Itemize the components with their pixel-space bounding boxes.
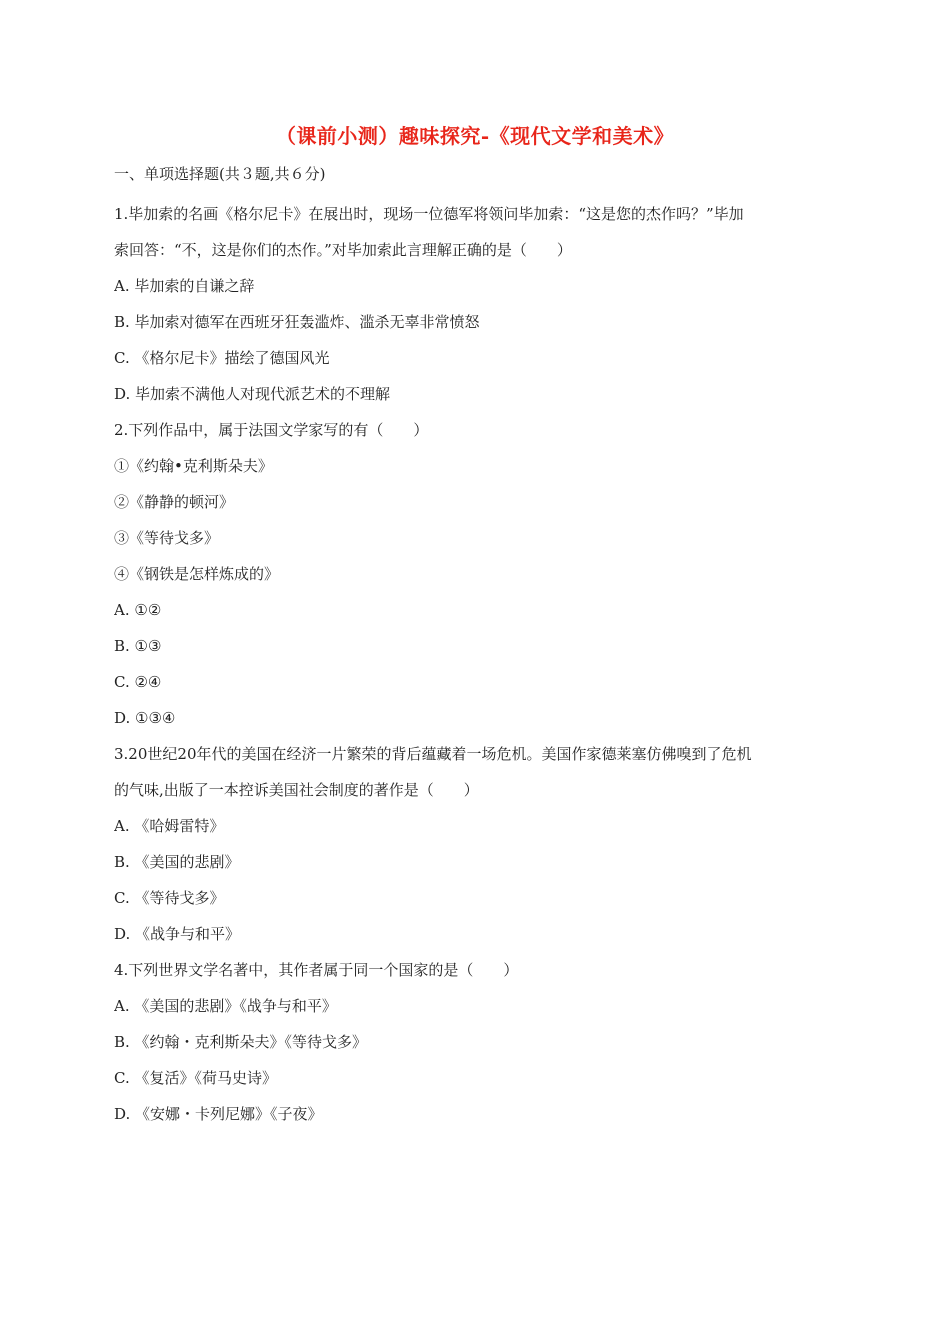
question-2-item-4: ④《钢铁是怎样炼成的》	[114, 565, 280, 583]
question-2-option-b: B. ①③	[114, 637, 162, 655]
question-1-stem-line-2: 索回答：“不，这是你们的杰作。”对毕加索此言理解正确的是（ ）	[114, 241, 572, 259]
question-2-stem: 2.下列作品中，属于法国文学家写的有（ ）	[114, 421, 429, 439]
question-3-option-a: A. 《哈姆雷特》	[114, 817, 225, 835]
question-1	[114, 196, 840, 412]
question-2-item-1: ①《约翰•克利斯朵夫》	[114, 457, 273, 475]
question-4-option-b: B. 《约翰・克利斯朵夫》《等待戈多》	[114, 1033, 368, 1051]
question-4	[114, 952, 840, 1132]
question-list	[114, 196, 840, 1132]
question-1-option-b: B. 毕加索对德军在西班牙狂轰滥炸、滥杀无辜非常愤怒	[114, 313, 480, 331]
question-3-option-b: B. 《美国的悲剧》	[114, 853, 240, 871]
question-2-option-c: C. ②④	[114, 673, 162, 691]
question-4-option-d: D. 《安娜・卡列尼娜》《子夜》	[114, 1105, 323, 1123]
question-1-option-c: C. 《格尔尼卡》描绘了德国风光	[114, 349, 330, 367]
question-3-stem-line-1: 3.20世纪20年代的美国在经济一片繁荣的背后蕴藏着一场危机。美国作家德莱塞仿佛嗅到了危机	[114, 745, 752, 763]
question-3-option-d: D. 《战争与和平》	[114, 925, 241, 943]
question-1-option-d: D. 毕加索不满他人对现代派艺术的不理解	[114, 385, 391, 403]
question-2-item-3: ③《等待戈多》	[114, 529, 220, 547]
question-1-option-a: A. 毕加索的自谦之辞	[114, 277, 255, 295]
question-2-option-d: D. ①③④	[114, 709, 176, 727]
question-3-stem-line-2: 的气味,出版了一本控诉美国社会制度的著作是（ ）	[114, 781, 479, 799]
section-header: 一、单项选择题(共３题,共６分)	[114, 165, 326, 183]
page-title: （课前小测）趣味探究-《现代文学和美术》	[275, 124, 675, 148]
question-2-item-2: ②《静静的顿河》	[114, 493, 235, 511]
question-2-option-a: A. ①②	[114, 601, 162, 619]
question-4-option-a: A. 《美国的悲剧》《战争与和平》	[114, 997, 337, 1015]
question-4-stem: 4.下列世界文学名著中，其作者属于同一个国家的是（ ）	[114, 961, 519, 979]
question-2	[114, 412, 840, 736]
question-4-option-c: C. 《复活》《荷马史诗》	[114, 1069, 277, 1087]
question-3-option-c: C. 《等待戈多》	[114, 889, 225, 907]
question-1-stem-line-1: 1.毕加索的名画《格尔尼卡》在展出时，现场一位德军将领问毕加索：“这是您的杰作吗？”毕加	[114, 205, 744, 223]
question-3	[114, 736, 840, 952]
